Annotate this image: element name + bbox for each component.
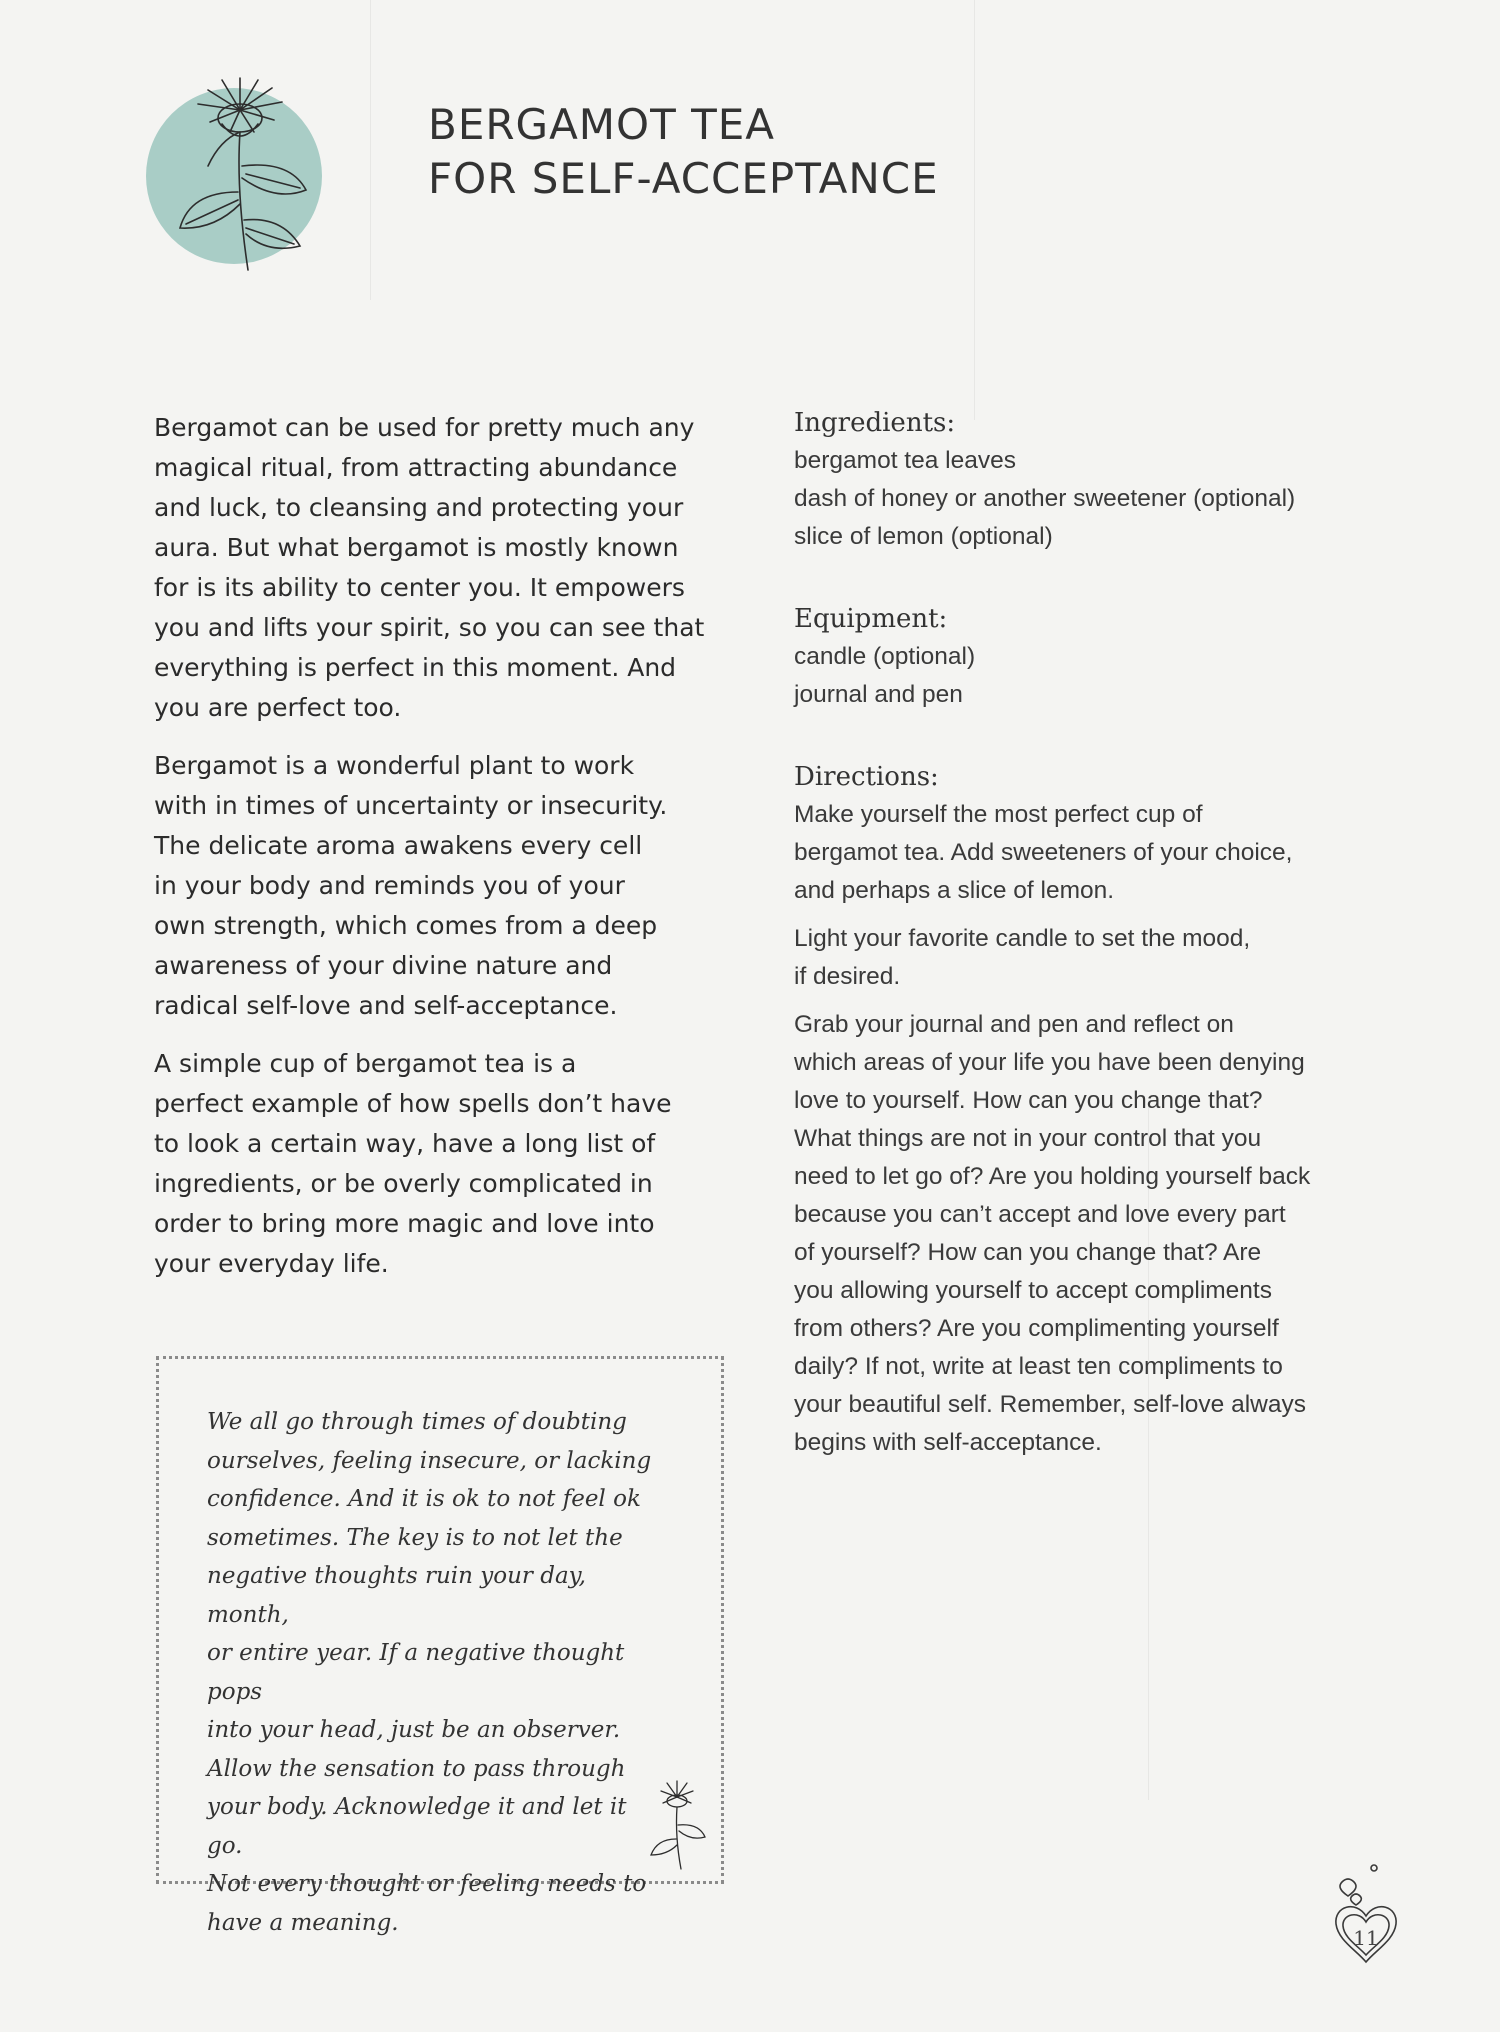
quote-line: have a meaning. [207,1909,399,1936]
text-line: of yourself? How can you change that? Are [794,1239,1262,1266]
directions-heading: Directions: [794,762,939,792]
text-line: begins with self-acceptance. [794,1429,1102,1456]
text-line: Make yourself the most perfect cup of [794,801,1203,828]
equipment-item: candle (optional) [794,643,976,670]
text-line: to look a certain way, have a long list of [154,1129,656,1158]
text-line: in your body and reminds you of your [154,871,625,900]
text-line: if desired. [794,963,901,990]
intro-paragraph-1 [154,408,724,728]
equipment-section [794,600,1384,714]
ingredient-item: dash of honey or another sweetener (optional) [794,485,1296,512]
recipe-column [794,404,1384,1462]
page-title [428,98,939,206]
text-line: for is its ability to center you. It empowers [154,573,685,602]
text-line: because you can’t accept and love every part [794,1201,1286,1228]
quote-line: Allow the sensation to pass through [207,1755,626,1782]
bergamot-flower-icon [150,70,330,280]
text-line: you allowing yourself to accept compliments [794,1277,1272,1304]
text-line: own strength, which comes from a deep [154,911,658,940]
text-line: your everyday life. [154,1249,389,1278]
ingredients-section [794,404,1384,556]
quote-line: Not every thought or feeling needs to [207,1871,647,1897]
text-line: A simple cup of bergamot tea is a [154,1049,577,1078]
quote-line: sometimes. The key is to not let the [207,1524,623,1551]
text-line: magical ritual, from attracting abundance [154,453,678,482]
ingredient-item: slice of lemon (optional) [794,523,1053,550]
text-line: order to bring more magic and love into [154,1209,655,1238]
page-number: 11 [1353,1926,1379,1950]
text-line: which areas of your life you have been denying [794,1049,1305,1076]
text-line: and perhaps a slice of lemon. [794,877,1115,904]
title-line-2: FOR SELF-ACCEPTANCE [428,154,939,203]
text-line: radical self-love and self-acceptance. [154,991,618,1020]
text-line: with in times of uncertainty or insecurity. [154,791,668,820]
directions-paragraph-1 [794,796,1384,910]
intro-paragraph-3 [154,1044,724,1284]
scan-artifact [974,0,975,420]
quote-box [156,1356,724,1936]
text-line: Bergamot is a wonderful plant to work [154,751,635,780]
text-line: and luck, to cleansing and protecting your [154,493,684,522]
text-line: your beautiful self. Remember, self-love always [794,1391,1306,1418]
quote-line: ourselves, feeling insecure, or lacking [207,1447,652,1474]
text-line: awareness of your divine nature and [154,951,613,980]
text-line: Grab your journal and pen and reflect on [794,1011,1234,1038]
directions-paragraph-2 [794,920,1384,996]
quote-line: into your head, just be an observer. [207,1717,621,1743]
quote-line: confidence. And it is ok to not feel ok [207,1486,641,1512]
quote-line: We all go through times of doubting [207,1409,627,1435]
small-flower-icon [645,1777,709,1873]
text-line: daily? If not, write at least ten compliments to [794,1353,1283,1380]
directions-paragraph-3 [794,1006,1384,1462]
quote-line: or entire year. If a negative thought pops [207,1640,625,1705]
text-line: aura. But what bergamot is mostly known [154,533,679,562]
text-line: perfect example of how spells don’t have [154,1089,672,1118]
quote-text [207,1403,667,1942]
text-line: you and lifts your spirit, so you can see that [154,613,705,642]
text-line: ingredients, or be overly complicated in [154,1169,653,1198]
equipment-item: journal and pen [794,681,963,708]
text-line: from others? Are you complimenting yourself [794,1315,1279,1342]
text-line: you are perfect too. [154,693,402,722]
ingredient-item: bergamot tea leaves [794,447,1016,474]
text-line: love to yourself. How can you change that? [794,1087,1263,1114]
ingredients-heading: Ingredients: [794,408,956,438]
quote-line: negative thoughts ruin your day, month, [207,1563,586,1628]
heart-bubbles-icon [1330,1858,1402,1968]
text-line: Bergamot can be used for pretty much any [154,413,695,442]
title-line-1: BERGAMOT TEA [428,100,776,149]
text-line: The delicate aroma awakens every cell [154,831,643,860]
intro-column [154,408,724,1302]
text-line: everything is perfect in this moment. And [154,653,677,682]
equipment-heading: Equipment: [794,604,948,634]
intro-paragraph-2 [154,746,724,1026]
text-line: Light your favorite candle to set the mood, [794,925,1251,952]
text-line: need to let go of? Are you holding yourself back [794,1163,1311,1190]
scan-artifact [370,0,371,300]
directions-section [794,758,1384,1462]
text-line: What things are not in your control that you [794,1125,1262,1152]
quote-line: your body. Acknowledge it and let it go. [207,1794,627,1859]
text-line: bergamot tea. Add sweeteners of your choice, [794,839,1293,866]
